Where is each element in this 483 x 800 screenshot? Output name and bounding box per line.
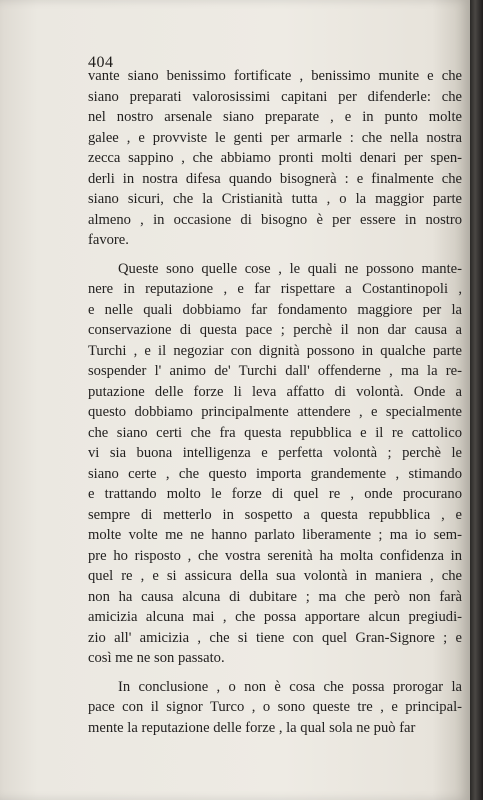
paragraph <box>88 66 462 251</box>
text-line: quel re , e si assicura della sua volontà in maniera , che <box>88 568 462 584</box>
text-line: sempre di metterlo in sospetto a questa repubblica , e <box>88 506 462 523</box>
paragraph-gap <box>88 669 462 677</box>
text-line: vi sia buona intelligenza e perfetta volontà ; perchè le <box>88 445 462 461</box>
paragraph <box>88 259 462 669</box>
text-line: Turchi , e il negoziar con dignità possono in qualche parte <box>88 342 462 359</box>
text-line: e trattando molto le forze di quel re , onde procurano <box>88 486 462 502</box>
text-line: molte volte me ne hanno parlato liberamente ; ma io sem- <box>88 527 462 543</box>
text-line: siano preparati valorosissimi capitani per difenderle: che <box>88 88 462 105</box>
body-text <box>88 66 462 738</box>
text-line: zio all' amicizia , che si tiene con quel Gran-Signore ; e <box>88 629 462 646</box>
text-line: che siano certi che fra questa repubblica e il re cattolico <box>88 424 462 441</box>
text-line: putazione delle forze li leva affatto di volontà. Onde a <box>88 383 462 400</box>
text-line: amicizia alcuna mai , che possa apportare alcun pregiudi- <box>88 609 462 625</box>
page-edge-shadow <box>470 0 483 800</box>
text-line: almeno , in occasione di bisogno è per essere in nostro <box>88 211 462 228</box>
text-line: nere in reputazione , e far rispettare a Costantinopoli , <box>88 281 462 297</box>
text-line: pace con il signor Turco , o sono queste tre , e principal- <box>88 699 462 715</box>
text-line: vante siano benissimo fortificate , benissimo munite e che <box>88 68 462 84</box>
text-line: In conclusione , o non è cosa che possa prorogar la <box>118 678 462 695</box>
text-line: siano sicuri, che la Cristianità tutta , o la maggior parte <box>88 191 462 207</box>
text-line: nel nostro arsenale siano preparate , e in punto molte <box>88 109 462 125</box>
text-line: favore. <box>88 232 129 248</box>
text-line: Queste sono quelle cose , le quali ne possono mante- <box>118 260 462 277</box>
page-number: 404 <box>88 54 114 71</box>
text-line: mente la reputazione delle forze , la qual sola ne può far <box>88 719 416 736</box>
text-line: siano certe , che questo importa grandemente , stimando <box>88 465 462 482</box>
text-line: derli in nostra difesa quando bisognerà : e finalmente che <box>88 170 462 187</box>
text-line: così me ne son passato. <box>88 650 225 666</box>
text-line: galee , e provviste le genti per armarle : che nella nostra <box>88 129 462 146</box>
text-line: zecca sappino , che abbiamo pronti molti denari per spen- <box>88 150 462 166</box>
text-line: non ha causa alcuna di dubitare ; ma che però non farà <box>88 588 462 605</box>
text-line: questo dobbiamo principalmente attendere , e specialmente <box>88 404 462 420</box>
text-line: e nelle quali dobbiamo far fondamento maggiore per la <box>88 301 462 318</box>
text-line: conservazione di questa pace ; perchè il non dar causa a <box>88 322 462 338</box>
paragraph-gap <box>88 251 462 259</box>
text-line: sospender l' animo de' Turchi dall' offenderne , ma la re- <box>88 363 462 379</box>
paragraph <box>88 677 462 739</box>
text-line: pre ho risposto , che vostra serenità ha molta confidenza in <box>88 547 462 564</box>
